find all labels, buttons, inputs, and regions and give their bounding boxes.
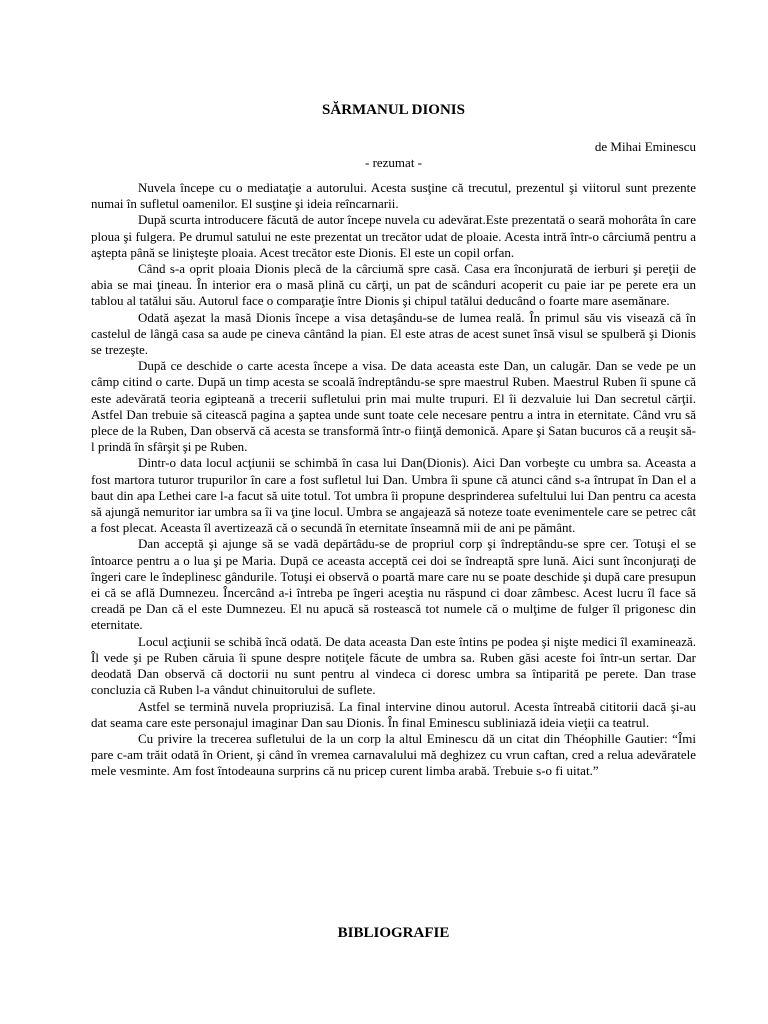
paragraph: Dan acceptă şi ajunge să se vadă depărtâdu-se de propriul corp şi îndreptându-se spre cer. Totuşi el se întoarce pentru a o lua şi pe Maria. După ce aceasta acceptă cei doi se îndreaptă spre lună. Aici sunt înconjuraţi de îngeri care le îndeplinesc gândurile. Totuşi ei observă o poartă mare care nu se poate deschide şi după care presupun ei că se află Dumnezeu. Încercând a-i întreba pe îngeri aceştia nu răspund ci doar zâmbesc. Acest lucru îl face să creadă pe Dan că el este Dumnezeu. El nu apucă să rostească tot numele că o mulţime de fulger îl prigonesc din eternitate. [91,536,696,633]
document-body [91,180,696,780]
paragraph: După scurta introducere făcută de autor începe nuvela cu adevărat.Este prezentată o seară mohorâta în care ploua şi fulgera. Pe drumul satului ne este prezentat un trecător udat de ploaie. Acesta intră într-o cârciumă pentru a aştepta până se linişteşte ploaia. Acest trecător este Dionis. El este un copil orfan. [91,212,696,260]
bibliography-heading: BIBLIOGRAFIE [337,925,450,941]
paragraph: Cu privire la trecerea sufletului de la un corp la altul Eminescu dă un citat din Théophille Gautier: “Îmi pare c-am trăit odată în Orient, şi când în vremea carnavalului mă deghizez cu vrun caftan, cred a relua adevăratele mele vesminte. Am fost întodeauna surprins că nu pricep curent limba arabă. Trebuie s-o fi uitat.” [91,730,696,779]
paragraph: Locul acţiunii se schibă încă odată. De data aceasta Dan este întins pe podea şi nişte medici îl examinează. Îl vede şi pe Ruben căruia îi spune despre notiţele făcute de umbra sa. Ruben găsi aceste foi într-un sertar. Dar deodată Dan observă că doctorii nu sunt pentru al vindeca ci doresc umbra sa întiparită pe perete. Dan trase concluzia că Ruben l-a vândut chinuitorului de suflete. [91,633,696,698]
paragraph: Nuvela începe cu o mediataţie a autorului. Acesta susţine că trecutul, prezentul şi viitorul sunt prezente numai în sufletul oamenilor. El susţine şi ideia reîncarnarii. [91,180,696,212]
document-page [91,0,696,1024]
paragraph: Când s-a oprit ploaia Dionis plecă de la cârciumă spre casă. Casa era înconjurată de ierburi şi pereţii de abia se mai ţineau. În interior era o masă plină cu cărţi, un pat de scânduri acoperit cu paie iar pe perete era un tablou al tatălui său. Autorul face o comparaţie între Dionis şi chipul tatălui deducând o foarte mare asemănare. [91,261,696,309]
author-line: de Mihai Eminescu [594,139,696,154]
paragraph: După ce deschide o carte acesta începe a visa. De data aceasta este Dan, un calugăr. Dan se vede pe un câmp citind o carte. După un timp acesta se scoală îndreptându-se spre maestrul Ruben. Maestrul Ruben îi spune că este adevărată teoria egipteană a trecerii sufletului prin mai multe trupuri. El îi dezvaluie lui Dan secretul cărţii. Astfel Dan trebuie să citească pagina a şaptea unde sunt toate cele necesare pentru a intra in eternitate. Când vru să plece de la Ruben, Dan observă că acesta se transformă într-o fiinţă demonică. Apare şi Satan bucuros că a reuşit să-l prindă în sfârşit şi pe Ruben. [91,358,696,455]
paragraph: Astfel se termină nuvela propriuzisă. La final intervine dinou autorul. Acesta întreabă cititorii dacă şi-au dat seama care este personajul imaginar Dan sau Dionis. În final Eminescu subliniază ideia vieţii ca teatrul. [91,698,696,730]
document-subtitle: - rezumat - [364,155,423,170]
paragraph: Odată aşezat la masă Dionis începe a visa detaşându-se de lumea reală. În primul său vis visează că în castelul de lângă casa sa aude pe cineva cântând la pian. El este atras de acest sunet însă visul se spulberă şi Dionis se trezeşte. [91,309,696,358]
document-title: SĂRMANUL DIONIS [322,102,465,118]
paragraph: Dintr-o data locul acţiunii se schimbă în casa lui Dan(Dionis). Aici Dan vorbeşte cu umbra sa. Aceasta a fost martora tuturor trupurilor în care a fost sufletul lui Dan. Umbra îi spune că atunci când s-a întrupat în Dan el a baut din apa Lethei care l-a facut să uite totul. Tot umbra îi propune desprinderea sufeltului lui Dan pentru ca acesta să ajungă nemuritor iar umbra sa îi va ţine locul. Umbra se angajează să noteze toate evenimentele care se petrec cât a fost plecat. Aceasta îl avertizează că o secundă în eternitate înseamnă mii de ani pe pământ. [91,455,696,536]
